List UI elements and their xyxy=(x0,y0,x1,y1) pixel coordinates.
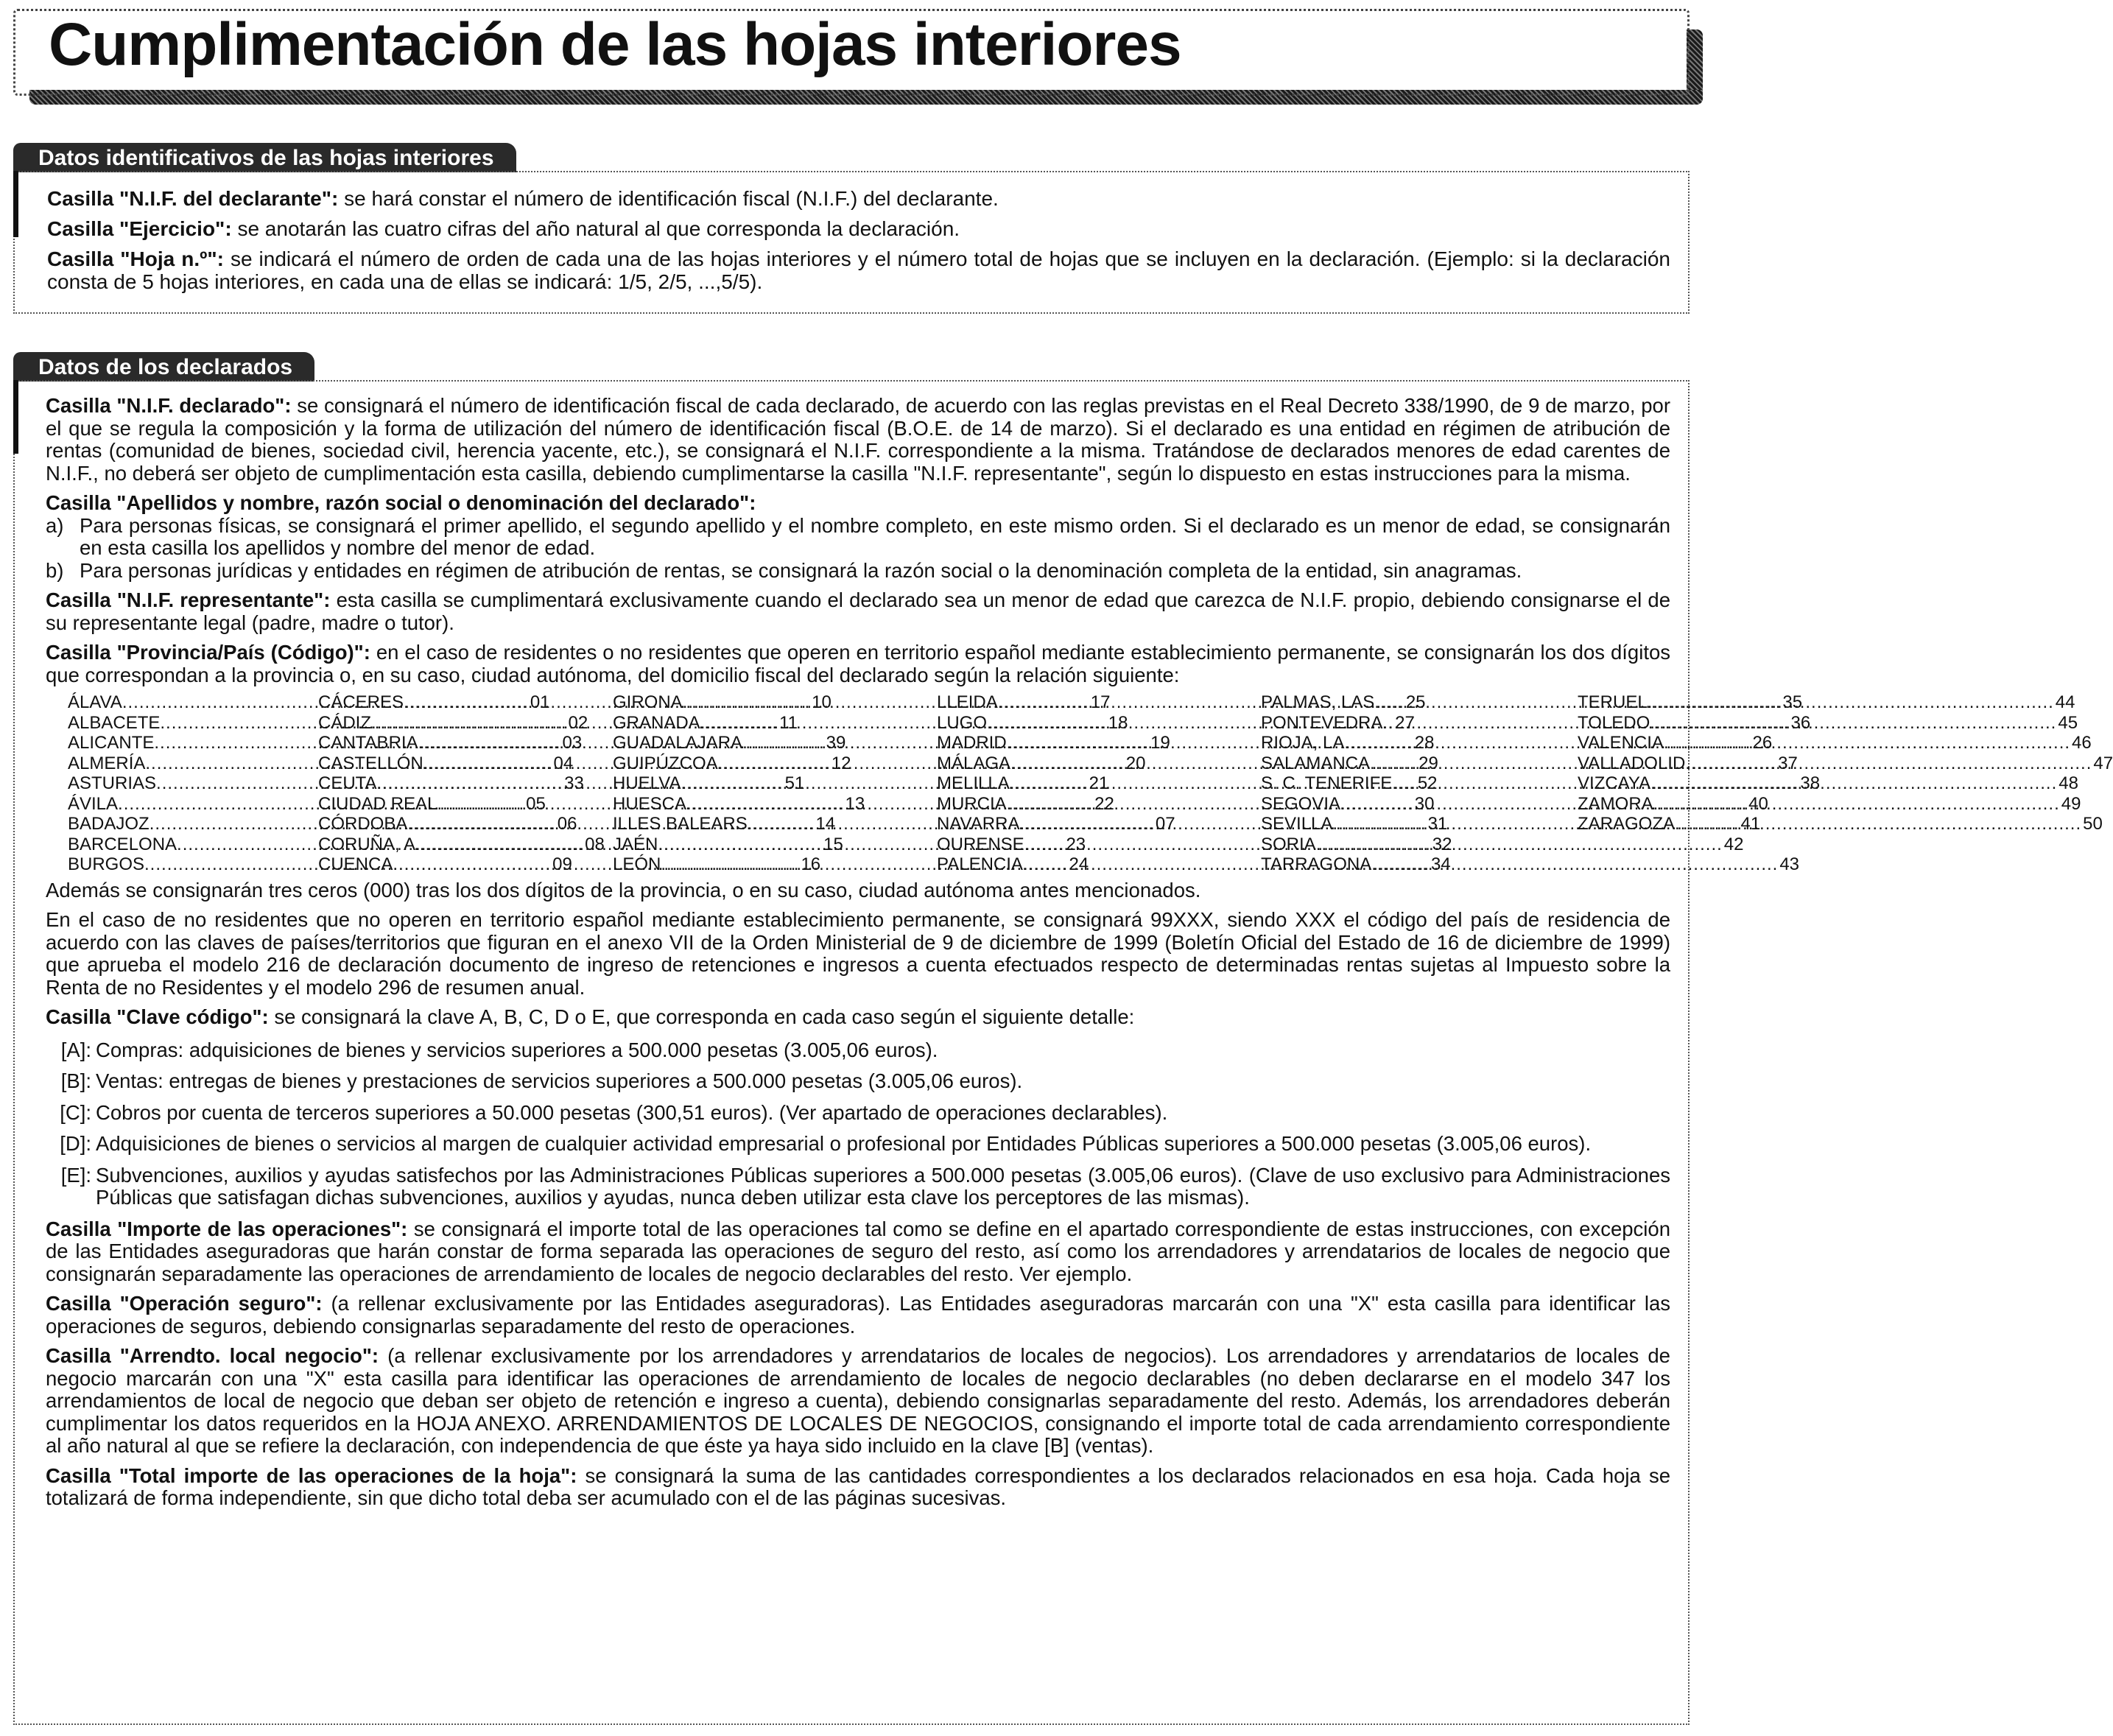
leader-dots xyxy=(1653,794,2060,815)
province-code: 03 xyxy=(562,733,583,753)
section-heading: Datos de los declarados xyxy=(13,352,314,382)
leader-dots xyxy=(1650,773,2057,794)
field-apellidos-heading: Casilla "Apellidos y nombre, razón social o denominación del declarado": xyxy=(46,491,756,514)
text-tres-ceros: Además se consignarán tres ceros (000) tras los dos dígitos de la provincia, o en su caso, ciudad autónoma antes mencionados. xyxy=(46,878,1201,902)
province-code: 21 xyxy=(1089,773,1109,793)
province-code: 23 xyxy=(1066,834,1086,854)
section2-content xyxy=(46,394,2113,1517)
province-code: 45 xyxy=(2058,712,2078,733)
province-name: CASTELLÓN xyxy=(318,753,423,773)
province-row xyxy=(1261,834,1744,855)
field-operacion-seguro: Casilla "Operación seguro": (a rellenar exclusivamente por las Entidades aseguradoras). Las Entidades aseguradoras marcarán con una "X" esta casilla para identificar las operaciones de seguros, debiendo consignarlas separadamente del resto de operaciones. xyxy=(46,1292,1670,1338)
province-code: 16 xyxy=(801,854,821,874)
province-name: MADRID xyxy=(937,733,1007,753)
province-code: 34 xyxy=(1431,854,1451,874)
province-code: 06 xyxy=(557,814,577,834)
page-title: Cumplimentación de las hojas interiores xyxy=(49,11,1181,78)
province-code: 50 xyxy=(2083,814,2103,834)
province-name: HUELVA xyxy=(613,773,681,793)
text-no-residentes: En el caso de no residentes que no operen en territorio español mediante establecimiento permanente, se consignará 99XXX, siendo XXX el código del país de residencia de acuerdo con las claves de países/territorios que figuran en el anexo VII de la Orden Ministerial de 9 de diciembre de 1999 (Boletín Oficial del Estado de 16 de diciembre de 1999) que aprueba el modelo 216 de declaración documento de ingreso de retenciones e ingresos a cuenta efectuados respecto de determinadas rentas sujetas al Impuesto sobre la Renta de no Residentes y el modelo 296 de resumen anual. xyxy=(46,908,1670,999)
section-marker xyxy=(13,171,18,237)
province-name: VALENCIA xyxy=(1578,733,1664,753)
section-heading: Datos identificativos de las hojas interiores xyxy=(13,143,516,172)
province-code: 31 xyxy=(1427,814,1448,834)
province-code: 29 xyxy=(1418,753,1438,773)
clave-item: [B]: Ventas: entregas de bienes y prestaciones de servicios superiores a 500.000 pesetas (3.005,06 euros). xyxy=(60,1069,1023,1092)
province-name: CORUÑA, A xyxy=(318,834,416,854)
province-name: LEÓN xyxy=(613,854,661,874)
province-name: SEVILLA xyxy=(1261,814,1333,834)
province-name: BARCELONA xyxy=(68,834,177,854)
province-name: OURENSE xyxy=(937,834,1024,854)
province-code: 11 xyxy=(779,712,798,733)
province-name: MELILLA xyxy=(937,773,1010,793)
province-name: ÁLAVA xyxy=(68,692,122,712)
province-code: 40 xyxy=(1748,793,1768,814)
leader-dots xyxy=(1650,713,2056,734)
province-code: 02 xyxy=(568,712,588,733)
province-name: RIOJA, LA xyxy=(1261,733,1345,753)
province-name: LUGO xyxy=(937,712,988,733)
province-name: ALMERÍA xyxy=(68,753,146,773)
province-name: LLEIDA xyxy=(937,692,998,712)
province-name: BURGOS xyxy=(68,854,145,874)
province-code: 46 xyxy=(2072,733,2092,753)
field-hoja-numero: Casilla "Hoja n.º": se indicará el número de orden de cada una de las hojas interiores y el número total de hojas que se incluyen en la declaración. (Ejemplo: si la declaración consta de 5 hojas interiores, en cada una de ellas se indicará: 1/5, 2/5, ...,5/5). xyxy=(47,247,1670,293)
province-code: 44 xyxy=(2055,692,2075,712)
province-code: 39 xyxy=(826,733,846,753)
province-code: 48 xyxy=(2058,773,2078,793)
clave-item: [C]: Cobros por cuenta de terceros superiores a 50.000 pesetas (300,51 euros). (Ver apartado de operaciones declarables). xyxy=(60,1100,1168,1124)
province-name: NAVARRA xyxy=(937,814,1020,834)
province-code: 43 xyxy=(1779,854,1800,874)
province-code: 17 xyxy=(1090,692,1111,712)
province-name: BADAJOZ xyxy=(68,814,150,834)
province-code: 04 xyxy=(553,753,574,773)
province-name: CEUTA xyxy=(318,773,377,793)
province-code: 51 xyxy=(784,773,805,793)
clave-item: [A]: Compras: adquisiciones de bienes y servicios superiores a 500.000 pesetas (3.005,06 euros). xyxy=(60,1038,938,1061)
province-row xyxy=(1578,814,2103,834)
province-row xyxy=(1578,692,2075,713)
province-name: CANTABRIA xyxy=(318,733,418,753)
field-clave-codigo: Casilla "Clave código": se consignará la clave A, B, C, D o E, que corresponda en cada caso según el siguiente detalle: xyxy=(46,1005,1135,1028)
province-code: 36 xyxy=(1790,712,1811,733)
province-table xyxy=(68,692,2113,875)
province-code: 14 xyxy=(815,814,836,834)
province-code: 15 xyxy=(823,834,843,854)
province-code: 10 xyxy=(812,692,832,712)
province-row xyxy=(1261,854,1800,875)
province-code: 07 xyxy=(1155,814,1175,834)
province-code: 01 xyxy=(530,692,550,712)
province-name: ILLES BALEARS xyxy=(613,814,748,834)
province-name: ZARAGOZA xyxy=(1578,814,1676,834)
list-item: a) Para personas físicas, se consignará el primer apellido, el segundo apellido y el nombre completo, en este mismo orden. Si el declarado es un menor de edad, se consignarán en esta casilla los apellidos y nombre del menor de edad. xyxy=(46,513,1670,559)
leader-dots xyxy=(1675,814,2081,834)
province-code: 32 xyxy=(1432,834,1452,854)
province-row xyxy=(1578,753,2113,774)
province-code: 37 xyxy=(1778,753,1798,773)
province-name: TARRAGONA xyxy=(1261,854,1372,874)
province-code: 35 xyxy=(1782,692,1803,712)
province-code: 05 xyxy=(526,793,546,814)
province-code: 41 xyxy=(1740,814,1761,834)
province-code: 33 xyxy=(564,773,584,793)
clave-item: [E]: Subvenciones, auxilios y ayudas satisfechos por las Administraciones Públicas superiores a 500.000 pesetas (3.005,06 euros). (Clave de uso exclusivo para Administraciones Públicas que satisfagan dichas subvenciones, auxilios y ayudas, nunca deben utilizar esta clave los perceptores de las mismas). xyxy=(60,1163,1670,1209)
field-arrendamiento-local: Casilla "Arrendto. local negocio": (a rellenar exclusivamente por los arrendadores y arrendatarios de locales de negocios). Los arrendadores y arrendatarios de locales de negocio marcarán con una "X" esta casilla para identificar las operaciones de arrendamiento de locales de negocio declarables (no deben declararse en el modelo 347 los arrendamientos de local de negocio que deban ser objeto de retención e ingreso a cuenta), debiendo consignarlas separadamente del resto. Además, los arrendadores deberán cumplimentar los datos requeridos en la HOJA ANEXO. ARRENDAMIENTOS DE LOCALES DE NEGOCIOS, consignando el importe total de cada arrendamiento correspondiente al año natural al que se refiere la declaración, con independencia de que éste ya haya sido incluido en la clave [B] (ventas). xyxy=(46,1344,1670,1457)
province-code: 09 xyxy=(552,854,572,874)
province-code: 49 xyxy=(2061,793,2081,814)
province-name: PALMAS, LAS xyxy=(1261,692,1375,712)
province-name: MÁLAGA xyxy=(937,753,1011,773)
province-code: 22 xyxy=(1094,793,1114,814)
province-name: GUIPÚZCOA xyxy=(613,753,718,773)
province-code: 26 xyxy=(1752,733,1773,753)
province-code: 18 xyxy=(1108,712,1128,733)
field-nif-declarado: Casilla "N.I.F. declarado": se consignará el número de identificación fiscal de cada declarado, de acuerdo con las reglas previstas en el Real Decreto 338/1990, de 9 de marzo, por el que se regula la composición y la forma de utilización del número de identificación fiscal (B.O.E. de 14 de marzo). Si el declarado es una entidad en régimen de atribución de rentas (comunidad de bienes, sociedad civil, herencia yacente, etc.), se consignará el N.I.F. correspondiente a la misma. Tratándose de declarados menores de edad carentes de N.I.F., no deberá ser objeto de cumplimentación esta casilla, debiendo cumplimentarse la casilla "N.I.F. representante", según lo dispuesto en estas instrucciones para la misma. xyxy=(46,394,1670,485)
province-name: VIZCAYA xyxy=(1578,773,1651,793)
province-code: 24 xyxy=(1069,854,1089,874)
province-name: TERUEL xyxy=(1578,692,1648,712)
province-code: 20 xyxy=(1125,753,1146,773)
field-total-importe: Casilla "Total importe de las operaciones de la hoja": se consignará la suma de las cantidades correspondientes a los declarados relacionados en esa hoja. Cada hoja se totalizará de forma independiente, sin que dicho total deba ser acumulado con el de las páginas sucesivas. xyxy=(46,1463,1670,1509)
province-name: CÁDIZ xyxy=(318,712,371,733)
province-name: ZAMORA xyxy=(1578,793,1653,814)
province-name: CÁCERES xyxy=(318,692,404,712)
leader-dots xyxy=(1664,733,2070,753)
province-name: SORIA xyxy=(1261,834,1316,854)
province-name: SEGOVIA xyxy=(1261,793,1341,814)
field-ejercicio: Casilla "Ejercicio": se anotarán las cuatro cifras del año natural al que corresponda la declaración. xyxy=(47,217,960,240)
province-name: GRANADA xyxy=(613,712,700,733)
leader-dots xyxy=(1685,753,2092,774)
list-item: b) Para personas jurídicas y entidades en régimen de atribución de rentas, se consignará la razón social o la denominación completa de la entidad, sin anagramas. xyxy=(46,558,1522,582)
field-importe-operaciones: Casilla "Importe de las operaciones": se consignará el importe total de las operaciones tal como se define en el apartado correspondiente de estas instrucciones, con excepción de las Entidades aseguradoras que harán constar de forma separada las operaciones de seguro del resto, así como los arrendadores y arrendatarios de locales de negocio que consignarán separadamente las operaciones de arrendamiento de locales de negocio declarables del resto. Ver ejemplo. xyxy=(46,1217,1670,1285)
province-name: GIRONA xyxy=(613,692,683,712)
province-name: S. C. TENERIFE xyxy=(1261,773,1393,793)
province-code: 12 xyxy=(831,753,851,773)
section-marker xyxy=(13,380,18,454)
province-name: CÓRDOBA xyxy=(318,814,408,834)
province-code: 27 xyxy=(1395,712,1415,733)
province-name: TOLEDO xyxy=(1578,712,1650,733)
province-name: JAÉN xyxy=(613,834,658,854)
province-code: 28 xyxy=(1414,733,1435,753)
province-row xyxy=(1578,733,2092,753)
province-code: 30 xyxy=(1414,793,1435,814)
province-code: 25 xyxy=(1405,692,1426,712)
province-name: ALICANTE xyxy=(68,733,155,753)
province-code: 19 xyxy=(1150,733,1170,753)
province-code: 08 xyxy=(585,834,605,854)
section1-content xyxy=(47,187,1670,301)
clave-item: [D]: Adquisiciones de bienes o servicios al margen de cualquier actividad empresarial o profesional por Entidades Públicas superiores a 500.000 pesetas (3.005,06 euros). xyxy=(60,1132,1592,1155)
field-nif-representante: Casilla "N.I.F. representante": esta casilla se cumplimentará exclusivamente cuando el declarado sea un menor de edad que carezca de N.I.F. propio, debiendo consignarse el de su representante legal (padre, madre o tutor). xyxy=(46,588,1670,634)
province-code: 47 xyxy=(2093,753,2113,773)
province-name: CUENCA xyxy=(318,854,393,874)
province-row xyxy=(1578,793,2081,815)
province-name: ASTURIAS xyxy=(68,773,157,793)
province-name: PALENCIA xyxy=(937,854,1023,874)
province-code: 13 xyxy=(845,793,865,814)
province-code: 52 xyxy=(1417,773,1438,793)
province-name: VALLADOLID xyxy=(1578,753,1686,773)
province-name: HUESCA xyxy=(613,793,687,814)
province-name: CIUDAD REAL xyxy=(318,793,437,814)
province-name: ALBACETE xyxy=(68,712,161,733)
leader-dots xyxy=(1648,692,2054,713)
field-nif-declarante: Casilla "N.I.F. del declarante": se hará constar el número de identificación fiscal (N.I.F.) del declarante. xyxy=(47,187,999,210)
province-name: MURCIA xyxy=(937,793,1007,814)
province-name: SALAMANCA xyxy=(1261,753,1371,773)
field-provincia: Casilla "Provincia/País (Código)": en el caso de residentes o no residentes que operen en territorio español mediante establecimiento permanente, se consignarán los dos dígitos que correspondan a la provincia o, en su caso, ciudad autónoma, del domicilio fiscal del declarado según la relación siguiente: xyxy=(46,641,1671,686)
province-name: ÁVILA xyxy=(68,793,119,814)
province-code: 42 xyxy=(1723,834,1744,854)
province-name: PONTEVEDRA xyxy=(1261,712,1383,733)
province-name: GUADALAJARA xyxy=(613,733,743,753)
province-code: 38 xyxy=(1800,773,1821,793)
